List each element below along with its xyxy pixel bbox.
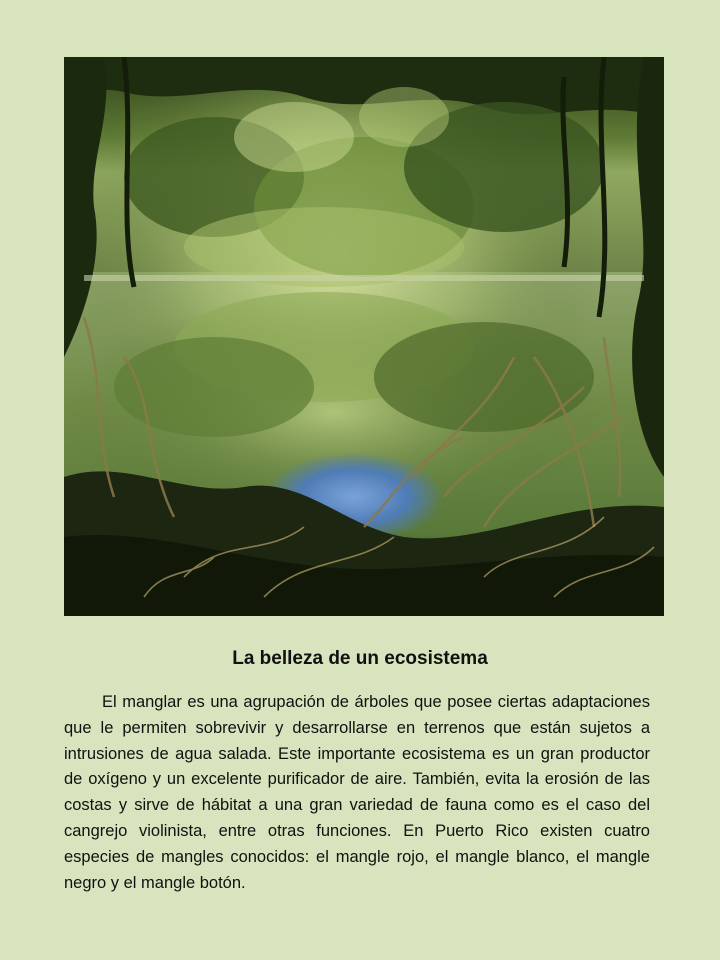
mangrove-illustration [64, 57, 664, 616]
article-body: El manglar es una agrupación de árboles que posee ciertas adaptaciones que le permiten sobrevivir y desarrollarse en terrenos que están sujetos a intrusiones de agua salada. Este importante ecosistema es un gran productor de oxígeno y un excelente purificador de aire. También, evita la erosión de las costas y sirve de hábitat a una gran variedad de fauna como es el caso del cangrejo violinista, entre otras funciones. En Puerto Rico existen cuatro especies de mangles conocidos: el mangle rojo, el mangle blanco, el mangle negro y el mangle botón. [64, 693, 650, 892]
article-title: La belleza de un ecosistema [232, 648, 488, 669]
mangrove-photo [64, 57, 664, 616]
